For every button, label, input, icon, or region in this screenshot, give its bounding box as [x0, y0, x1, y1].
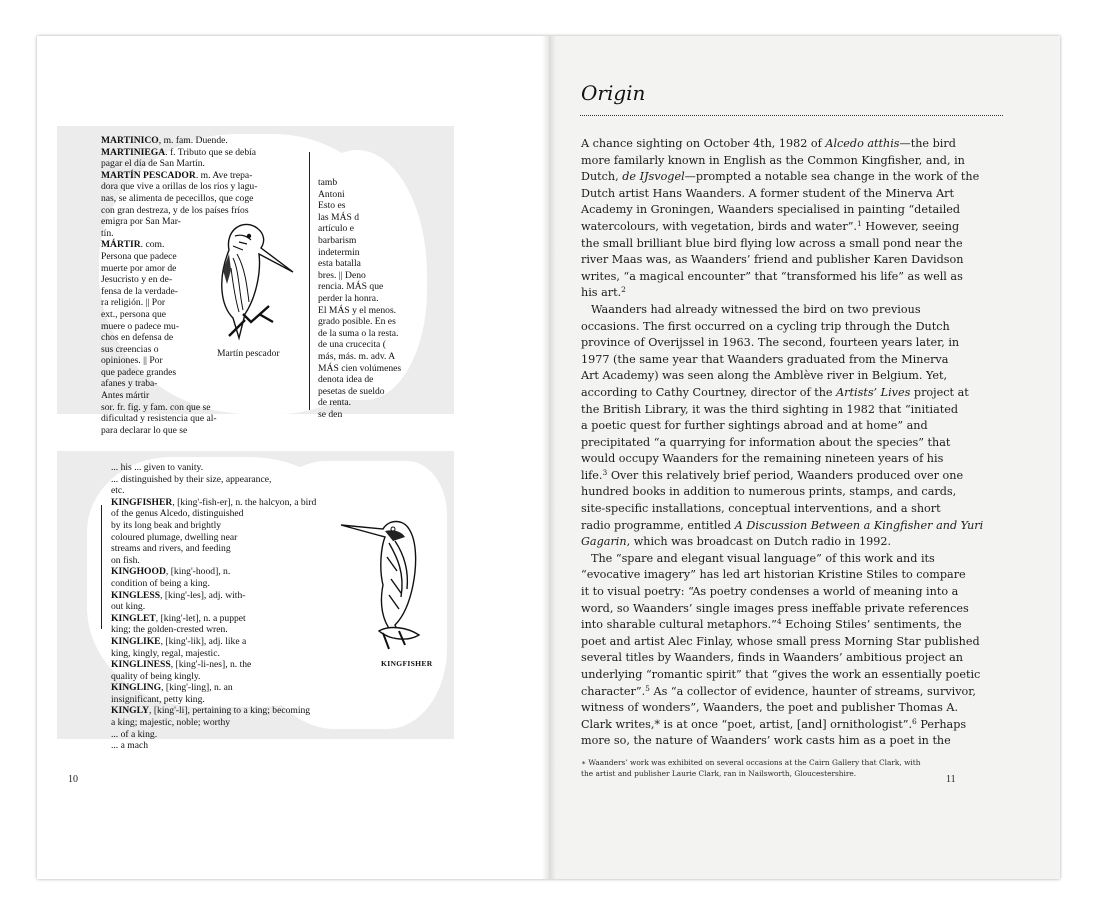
- dictionary-line: perder la honra.: [318, 292, 379, 304]
- body-line: the small brilliant blue bird flying low across a small pond near the: [581, 236, 963, 250]
- dictionary-text-spanish-right: [318, 177, 401, 420]
- dictionary-line: Esto es: [318, 200, 346, 212]
- dictionary-line: KINGLET, [king'-let], n. a puppet: [111, 612, 246, 624]
- dictionary-line: a king; majestic, noble; worthy: [111, 717, 231, 729]
- dictionary-line: KINGLIKE, [king'-lik], adj. like a: [111, 635, 247, 647]
- dictionary-line: quality of being kingly.: [111, 670, 201, 682]
- dictionary-line: se den: [318, 408, 343, 420]
- chapter-title: Origin: [581, 81, 646, 105]
- dictionary-line: ra religión. || Por: [101, 297, 166, 309]
- body-line: writes, “a magical encounter” that “transformed his life” as well as: [581, 269, 963, 283]
- body-line: precipitated “a quarrying for information about the species” that: [581, 435, 951, 449]
- dictionary-line: Jesucristo y en de-: [101, 274, 173, 286]
- body-line: Waanders had already witnessed the bird on two previous: [591, 302, 921, 316]
- dictionary-line: on fish.: [111, 554, 140, 566]
- body-line: word, so Waanders’ single images press ineffable private references: [581, 601, 969, 615]
- body-line: The “spare and elegant visual language” of this work and its: [591, 551, 935, 565]
- bird-caption-spanish: Martín pescador: [217, 348, 280, 359]
- dictionary-line: king; the golden-crested wren.: [111, 624, 228, 636]
- dictionary-line: muerte por amor de: [101, 262, 177, 274]
- dictionary-line: KINGHOOD, [king'-hood], n.: [111, 566, 231, 578]
- body-line: witness of wonders”, Waanders, the poet and publisher Thomas A.: [581, 701, 959, 715]
- dictionary-scan-english: [57, 451, 454, 752]
- dictionary-line: streams and rivers, and feeding: [111, 543, 231, 555]
- dictionary-line: dora que vive a orillas de los ríos y lagu-: [101, 181, 258, 193]
- dictionary-line: Antes mártir: [101, 390, 150, 402]
- body-line: hundred books in addition to numerous prints, stamps, and cards,: [581, 485, 957, 499]
- dictionary-line: barbarism: [318, 234, 357, 246]
- dictionary-line: ... of a king.: [111, 728, 158, 740]
- dictionary-line: denota idea de: [318, 374, 374, 386]
- body-line: river Maas was, as Waanders’ friend and publisher Karen Davidson: [581, 253, 964, 267]
- dictionary-line: MÁRTIR. com.: [101, 239, 165, 251]
- dictionary-line: El MÁS y el menos.: [318, 304, 397, 316]
- body-line: into sharable cultural metaphors.”$^4$ Echoing Stiles’ sentiments, the: [581, 617, 962, 632]
- footnote-line: ∗ Waanders’ work was exhibited on several occasions at the Cairn Gallery that Clark, with: [581, 758, 921, 767]
- body-line: would occupy Waanders for the remaining nineteen years of his: [581, 452, 944, 466]
- dictionary-text-english: [111, 462, 316, 752]
- body-line: province of Overijssel in 1963. The second, fourteen years later, in: [581, 336, 960, 350]
- dictionary-line: las MÁS d: [318, 211, 360, 223]
- dictionary-line: ... his ... given to vanity.: [111, 462, 204, 473]
- body-line: Dutch, de IJsvogel—prompted a notable sea change in the work of the: [581, 170, 980, 184]
- body-line: Academy in Groningen, Waanders specialised in painting “detailed: [581, 203, 961, 217]
- dictionary-line: fensa de la verdade-: [101, 285, 178, 297]
- body-line: 1977 (the same year that Waanders graduated from the Minerva: [581, 352, 949, 366]
- dictionary-line: de la suma o la resta.: [318, 327, 399, 339]
- dictionary-line: afanes y traba-: [101, 378, 158, 390]
- dictionary-scan-spanish: [57, 126, 454, 436]
- body-line: life.$^3$ Over this relatively brief period, Waanders produced over one: [581, 467, 964, 482]
- column-rule: [101, 505, 102, 629]
- dictionary-line: MARTÍN PESCADOR. m. Ave trepa-: [101, 169, 253, 181]
- dictionary-line: chos en defensa de: [101, 332, 174, 344]
- title-rule: [580, 115, 1003, 116]
- dictionary-line: dificultad y resistencia que al-: [101, 413, 217, 425]
- body-line: according to Cathy Courtney, director of the Artists’ Lives project at: [581, 385, 969, 399]
- body-line: Art Academy) was seen along the Amblève river in Belgium. Yet,: [581, 369, 948, 383]
- dictionary-line: Antoni: [318, 188, 345, 200]
- dictionary-line: bres. || Deno: [318, 269, 366, 281]
- dictionary-line: más, más. m. adv. A: [318, 350, 396, 362]
- body-line: a poetic quest for further sightings abroad and at home” and: [581, 419, 928, 433]
- page-number-right: 11: [946, 774, 956, 785]
- body-line: the British Library, it was the third sighting in 1982 that “initiated: [581, 402, 959, 416]
- dictionary-line: condition of being a king.: [111, 577, 210, 589]
- dictionary-line: KINGFISHER, [king'-fish-er], n. the halcyon, a bird: [111, 496, 317, 508]
- body-line: more familarly known in English as the Common Kingfisher, and, in: [581, 153, 965, 167]
- dictionary-line: Persona que padece: [101, 250, 177, 262]
- dictionary-line: KINGLY, [king'-li], pertaining to a king; becoming: [111, 705, 311, 717]
- dictionary-line: by its long beak and brightly: [111, 519, 222, 531]
- dictionary-line: pagar el día de San Martín.: [101, 158, 205, 170]
- dictionary-line: nas, se alimenta de pececillos, que coge: [101, 192, 254, 204]
- body-line: A chance sighting on October 4th, 1982 of Alcedo atthis—the bird: [581, 137, 956, 150]
- body-line: site-specific installations, conceptual interventions, and a short: [581, 502, 941, 516]
- dictionary-line: KINGLINESS, [king'-li-nes], n. the: [111, 659, 252, 671]
- dictionary-line: out king.: [111, 601, 146, 613]
- body-line: character”.$^5$ As “a collector of evidence, haunter of streams, survivor,: [581, 683, 976, 698]
- dictionary-line: sus creencias o: [101, 343, 159, 355]
- dictionary-line: coloured plumage, dwelling near: [111, 531, 238, 543]
- dictionary-line: tamb: [318, 177, 338, 188]
- dictionary-line: con gran destreza, y de los países fríos: [101, 204, 249, 216]
- dictionary-line: MARTINIEGA. f. Tributo que se debía: [101, 146, 257, 158]
- body-line: Gagarin, which was broadcast on Dutch radio in 1992.: [581, 535, 892, 549]
- dictionary-line: de renta.: [318, 397, 352, 409]
- column-rule: [309, 152, 310, 410]
- body-line: his art.$^2$: [581, 285, 626, 300]
- body-text: [581, 136, 1001, 750]
- dictionary-line: de una crucecita (: [318, 339, 386, 351]
- dictionary-line: grado posible. En es: [318, 316, 396, 328]
- dictionary-line: king, kingly, regal, majestic.: [111, 647, 220, 659]
- body-line: several titles by Waanders, finds in Waanders’ ambitious project an: [581, 651, 963, 665]
- dictionary-line: pesetas de sueldo: [318, 385, 385, 397]
- dictionary-line: opiniones. || Por: [101, 355, 163, 367]
- dictionary-line: sor. fr. fig. y fam. con que se: [101, 401, 211, 413]
- dictionary-line: insignificant, petty king.: [111, 693, 205, 705]
- dictionary-line: para declarar lo que se: [101, 424, 188, 436]
- dictionary-line: KINGLESS, [king'-les], adj. with-: [111, 589, 246, 601]
- dictionary-line: ext., persona que: [101, 308, 167, 320]
- body-line: “evocative imagery” has led art historian Kristine Stiles to compare: [581, 568, 966, 582]
- body-line: underlying “romantic spirit” that “gives the work an essentially poetic: [581, 668, 981, 681]
- dictionary-line: muere o padece mu-: [101, 320, 180, 332]
- kingfisher-engraving-spanish: [199, 210, 295, 346]
- dictionary-line: of the genus Alcedo, distinguished: [111, 508, 244, 520]
- dictionary-line: indetermin: [318, 246, 360, 258]
- body-line: occasions. The first occurred on a cycling trip through the Dutch: [581, 319, 950, 333]
- page-number-left: 10: [68, 774, 78, 785]
- body-line: Dutch artist Hans Waanders. A former student of the Minerva Art: [581, 186, 955, 200]
- dictionary-line: esta batalla: [318, 258, 361, 270]
- dictionary-line: artículo e: [318, 223, 354, 235]
- dictionary-line: ... distinguished by their size, appearance,: [111, 473, 272, 485]
- dictionary-line: ... a mach: [111, 740, 149, 752]
- kingfisher-engraving-english: [339, 513, 435, 653]
- body-line: poet and artist Alec Finlay, whose small press Morning Star published: [581, 634, 980, 648]
- body-line: more so, the nature of Waanders’ work casts him as a poet in the: [581, 734, 951, 748]
- dictionary-line: rencia. MÁS que: [318, 281, 384, 293]
- footnote-line: the artist and publisher Laurie Clark, ran in Nailsworth, Gloucestershire.: [581, 769, 857, 778]
- body-line: it to visual poetry: “As poetry condenses a world of meaning into a: [581, 585, 959, 599]
- bird-caption-english: KINGFISHER: [381, 659, 433, 668]
- book-gutter: [542, 36, 556, 879]
- dictionary-line: que padece grandes: [101, 366, 177, 378]
- dictionary-line: MÁS cien volúmenes: [318, 362, 402, 374]
- footnote: [581, 757, 1001, 779]
- dictionary-line: tín.: [101, 227, 114, 239]
- dictionary-line: MARTINICO, m. fam. Duende.: [101, 135, 228, 146]
- body-line: radio programme, entitled A Discussion Between a Kingfisher and Yuri: [581, 518, 984, 532]
- body-line: watercolours, with vegetation, birds and water”.$^1$ However, seeing: [581, 218, 960, 233]
- body-line: Clark writes,* is at once “poet, artist, [and] ornithologist”.$^6$ Perhaps: [581, 716, 967, 731]
- dictionary-line: KINGLING, [king'-ling], n. an: [111, 682, 233, 694]
- dictionary-line: emigra por San Mar-: [101, 216, 181, 228]
- dictionary-line: etc.: [111, 485, 125, 497]
